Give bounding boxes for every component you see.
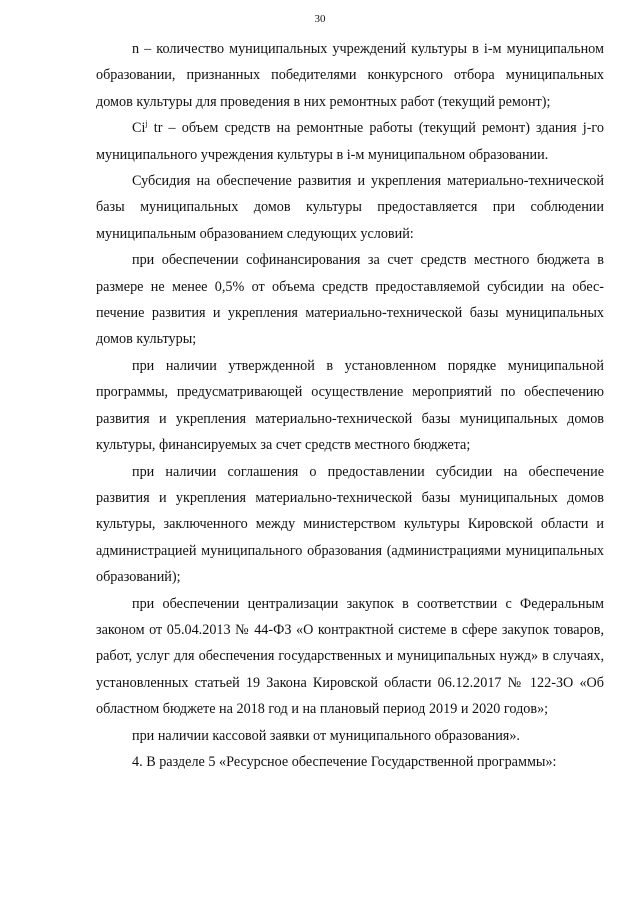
paragraph-ci-definition (96, 115, 604, 168)
paragraph-procurement: при обеспечении централизации закупок в соответствии с Федеральным законом от 05.04.2013 № 44-ФЗ «О контрактной системе в сфере закупок товаров, работ, услуг для обеспечения государственных и муниципальных нужд» в случаях, установленных статьей 19 Закона Кировской области 06.12.2017 № 122-ЗО «Об областном бюджете на 2018 год и на плановый период 2019 и 2020 годов»; (96, 595, 604, 718)
paragraph-agreement: при наличии соглашения о предоставлении субсидии на обеспечение развития и укрепления материально-технической базы муниципальных домов культуры, заключенного между министерством культуры Кировской области и администрацией муниципального образования (администрациями муниципальных образований); (96, 463, 604, 586)
paragraph-subsidy-conditions: Субсидия на обеспечение развития и укрепления материально-технической базы муниципальных домов культуры предоставляется при соблюдении муниципальным образованием следующих условий: (96, 173, 604, 242)
ci-definition-text: tr – объем средств на ремонтные работы (текущий ремонт) здания j-го муниципального учреждения культуры в i-м муниципальном образовании. (96, 120, 604, 163)
superscript-j: j (145, 119, 148, 129)
variable-ci: Ci (132, 120, 146, 137)
paragraph-section-5: 4. В разделе 5 «Ресурсное обеспечение Государственной программы»: (132, 753, 557, 770)
paragraph-cofinancing: при обеспечении софинансирования за счет средств местного бюджета в размере не менее 0,5% от объема средств предоставляемой субсидии на обеспечение развития и укрепления материально-технической базы муниципальных домов культуры; (96, 252, 604, 348)
paragraph-n-definition: n – количество муниципальных учреждений культуры в i-м муниципальном образовании, признанных победителями конкурсного отбора муниципальных домов культуры для проведения в них ремонтных работ (текущий ремонт); (96, 41, 604, 110)
document-body (96, 36, 604, 775)
page-number: 30 (314, 13, 326, 25)
paragraph-municipal-program: при наличии утвержденной в установленном порядке муниципальной программы, предусматривающей осуществление мероприятий по обеспечению развития и укрепления материально-технической базы муниципальных домов культуры, финансируемых за счет средств местного бюджета; (96, 357, 604, 454)
paragraph-cash-request: при наличии кассовой заявки от муниципального образования». (132, 727, 520, 744)
